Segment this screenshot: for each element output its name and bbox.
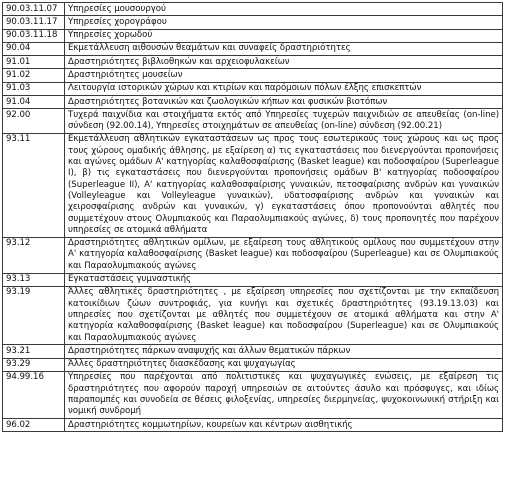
activity-code: 90.03.11.17 [3,16,65,29]
table-row [3,345,503,358]
table-row [3,82,503,95]
table-row [3,109,503,134]
table-row [3,3,503,16]
activity-description: Δραστηριότητες βοτανικών και ζωολογικών κήπων και φυσικών βιοτόπων [65,96,503,109]
table-row [3,273,503,286]
table-row [3,286,503,344]
activity-description: Άλλες αθλητικές δραστηριότητες , με εξαίρεση υπηρεσίες που σχετίζονται με την εκπαίδευση κατοικίδιων ζώων συντροφιάς, για κυνήγι και σχετικές δραστηριότητες (93.19.13.03) και υπηρεσίες που σχετίζονται με αθλητές που συμμετέχουν σε ατομικά αθλήματα και στην Α' κατηγορία καλαθοσφαίρισης (Basket league) και ποδοσφαίρου (Superleague) και σε Ολυμπιακούς και Παραολυμπιακούς αγώνες [65,286,503,344]
activity-code: 91.02 [3,69,65,82]
activity-description: Άλλες δραστηριότητες διασκέδασης και ψυχαγωγίας [65,358,503,371]
activity-description: Δραστηριότητες βιβλιοθηκών και αρχειοφυλακείων [65,56,503,69]
activity-description: Υπηρεσίες που παρέχονται από πολιτιστικές και ψυχαγωγικές ενώσεις, με εξαίρεση τις δραστηριότητες που αφορούν παροχή υπηρεσιών σε αιτούντες άσυλο και πρόσφυγες, και ιδίως παραπομπές και συνοδεία σε θέσεις φιλοξενίας, υπηρεσίες διερμηνείας, ψυχοκοινωνική στήριξη και νομική συνδρομή [65,371,503,418]
activity-description: Υπηρεσίες χορογράφου [65,16,503,29]
activity-code: 93.19 [3,286,65,344]
table-row [3,133,503,237]
activity-description: Υπηρεσίες μουσουργού [65,3,503,16]
table-row [3,358,503,371]
activity-code: 96.02 [3,419,65,432]
activity-code: 90.03.11.18 [3,29,65,42]
activity-codes-table [2,2,503,432]
activity-code: 93.11 [3,133,65,237]
activity-code: 90.03.11.07 [3,3,65,16]
activity-code: 91.03 [3,82,65,95]
table-row [3,371,503,418]
activity-code: 93.21 [3,345,65,358]
activity-code: 90.04 [3,42,65,55]
table-row [3,237,503,273]
activity-code: 91.01 [3,56,65,69]
activity-code: 94.99.16 [3,371,65,418]
activity-description: Δραστηριότητες κομμωτηρίων, κουρείων και κέντρων αισθητικής [65,419,503,432]
activity-description: Εγκαταστάσεις γυμναστικής [65,273,503,286]
activity-description: Εκμετάλλευση αιθουσών θεαμάτων και συναφείς δραστηριότητες [65,42,503,55]
activity-description: Υπηρεσίες χορωδού [65,29,503,42]
table-row [3,29,503,42]
table-row [3,96,503,109]
activity-code: 93.13 [3,273,65,286]
activity-code: 92.00 [3,109,65,134]
activity-description: Λειτουργία ιστορικών χώρων και κτιρίων και παρόμοιων πόλων έλξης επισκεπτών [65,82,503,95]
activity-description: Τυχερά παιχνίδια και στοιχήματα εκτός από Υπηρεσίες τυχερών παιχνιδιών σε απευθείας (on-line) σύνδεση (92.00.14), Υπηρεσίες στοιχημάτων σε απευθείας (on-line) σύνδεση (92.00.21) [65,109,503,134]
activity-code: 93.29 [3,358,65,371]
activity-code: 93.12 [3,237,65,273]
table-row [3,16,503,29]
table-row [3,42,503,55]
activity-description: Δραστηριότητες μουσείων [65,69,503,82]
table-row [3,419,503,432]
activity-code: 91.04 [3,96,65,109]
activity-description: Δραστηριότητες πάρκων αναψυχής και άλλων θεματικών πάρκων [65,345,503,358]
activity-description: Δραστηριότητες αθλητικών ομίλων, με εξαίρεση τους αθλητικούς ομίλους που συμμετέχουν στην Α' κατηγορία καλαθοσφαίρισης (Basket league) και ποδοσφαίρου (Superleague) και σε Ολυμπιακούς και Παραολυμπιακούς αγώνες [65,237,503,273]
table-row [3,69,503,82]
activity-description: Εκμετάλλευση αθλητικών εγκαταστάσεων ως προς τους εσωτερικούς τους χώρους και ως προς τους χώρους ομαδικής άθλησης, με εξαίρεση α) τις εγκαταστάσεις που διενεργούνται προπονήσεις και αγώνες ομάδων Α' κατηγορίας καλαθοσφαίρισης (Basket league) και ποδοσφαίρου (Superleague I), β) τις εγκαταστάσεις που διενεργούνται προπονήσεις ομάδων Β' κατηγορίας ποδοσφαίρου (Superleague II), Α' κατηγορίας καλαθοσφαίρισης γυναικών, πετοσφαίρισης ανδρών και γυναικών (Volleyleague και Volleyleague γυναικών), υδατοσφαίρισης ανδρών και γυναικών και χειροσφαίρισης ανδρών και γυναικών, γ) εγκαταστάσεις όπου προπονούνται αθλητές που συμμετέχουν στους Ολυμπιακούς και Παραολυμπιακούς αγώνες, δ) τους προπονητές που παρέχουν υπηρεσίες σε ατομικά αθλήματα [65,133,503,237]
table-row [3,56,503,69]
